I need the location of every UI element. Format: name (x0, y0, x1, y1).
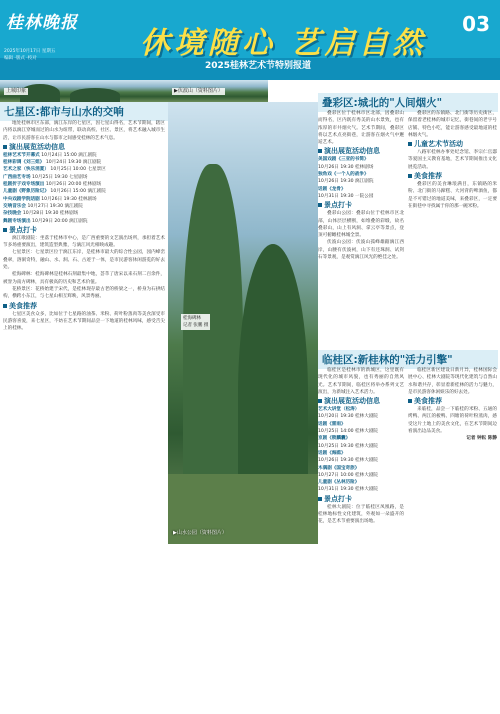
left-column (3, 120, 165, 710)
left-schedule-title: 演出展览活动信息 (3, 142, 165, 152)
list-item: 中央戏剧学院话剧 10月26日 19:30 桂林剧场 (3, 196, 97, 202)
right-bottom-food-text: 来临桂，品尝一下临桂的米粉、五通的烤鸭、两江的板鸭、四塘的荷叶粉蒸肉，感受这片土地上的美食文化，在艺术节期间边看演出边品美食。 (408, 407, 497, 435)
list-item-detail: 10月20日 19:30 桂林大剧院 (318, 414, 379, 420)
right-bottom-column (408, 367, 497, 710)
bottom-photo-caption: ▶山水公园（资料图片） (173, 530, 227, 536)
masthead-date: 2025年10月17日 星期五 (4, 49, 56, 54)
list-item-detail: 10月31日 19:30 桂林大剧院 (318, 487, 379, 493)
right-bottom-intro: 临桂区新区建设日新月异，桂林国际会展中心、桂林大剧院等现代化建筑与自然山水和谐共存，彰显着新桂林的活力与魅力，是市民游客休闲娱乐的好去处。 (408, 368, 497, 395)
list-item: 话剧《海鸥》 (318, 450, 346, 456)
right-top-sub1-text: 八路军桂林办事处纪念馆、李宗仁官邸等爱国主义教育基地，艺术节期间推出文化展览活动。 (408, 150, 497, 170)
left-scenic-title: 景点打卡 (3, 225, 165, 235)
list-item: 话剧《雷雨》 (318, 421, 346, 427)
page-subline: 2025桂林艺术节特别报道 (205, 61, 312, 71)
left-section-title: 七星区:都市与山水的交响 (0, 102, 168, 121)
left-food-text: 七星区美食众多，比如位于七星路的油茶、米粉、荷叶粉蒸肉等美食深受市民游客喜爱，来七星区，不妨在艺术节期间品尝一下地道的桂林风味，感受舌尖上的桂林。 (3, 311, 165, 332)
list-item-detail: 10月26日 19:30 桂林剧场 (318, 164, 374, 170)
byline: 记者 钟耘 陈静 (466, 436, 497, 442)
small-photo-caption-title: 桂海碑林 (183, 316, 201, 321)
list-item: 儿童剧《野象历险记》 10月26日 15:00 漓江剧院 (3, 189, 106, 195)
page-headline: 休境随心 艺启自然 (140, 26, 427, 61)
list-item-detail: 10月26日 19:30 漓江剧院 (318, 179, 374, 185)
left-scenic-3: 桂海碑林：桂海碑林是桂林石刻最集中地，荟萃了唐宋以来石刻二百余件，被誉为南方碑林，具有极高的历史和艺术价值。 (3, 272, 165, 285)
left-food-title: 美食推荐 (3, 301, 165, 311)
list-item: 桂剧折子戏专场演出 10月26日 20:00 桂林剧场 (3, 182, 102, 188)
left-scenic-4: 花桥景区：花桥始建于宋代，是桂林现存最古老的桥梁之一，桥身为石拱结构，横跨小东江，与七星山相互辉映，风景秀丽。 (3, 286, 165, 300)
center-bottom-scenic-1: 桂林大剧院：位于临桂区凤凰路，是桂林地标性文化建筑，外观如一朵盛开的花，是艺术节重要演出场地。 (318, 504, 404, 525)
center-top-scenic-title: 景点打卡 (318, 200, 404, 210)
list-item-detail: 10月31日 19:30 一院公园 (318, 193, 374, 199)
left-scenic-1: 漓江歌剧院：坐落于桂林市中心，是广西重要的文艺演出场所，承担着艺术节多场重要演出，建筑造型典雅，与漓江风光相映成趣。 (3, 235, 165, 249)
left-intro: 地处桂林市区东部，漓江东岸的七星区，因七星山得名，艺术节期间，辖区内将以漓江穿城而过的山水为纽带，联动高校、社区、景区，将艺术融入城市生活，让市民游客在山水与都市之间感受桂林的艺术气息。 (3, 121, 165, 141)
list-item: 儿童剧《丛林历险》 (318, 480, 360, 486)
center-bottom-schedule-title: 演出展览活动信息 (318, 396, 404, 406)
list-item: 京剧《锁麟囊》 (318, 436, 351, 442)
list-item: 独角戏《一个人的战争》 (318, 172, 369, 178)
list-item: 舞剧专场演出 10月29日 20:00 漓江剧院 (3, 218, 88, 224)
list-item-detail: 10月26日 19:30 桂林大剧院 (318, 458, 379, 464)
right-top-column (408, 110, 497, 345)
list-item: 交响音乐会 10月27日 19:30 漓江剧院 (3, 203, 83, 209)
right-top-intro: 叠彩区的东镇路、北门街等历史街区，保留着老桂林的城市记忆，街巷间的老字号店铺、特色小吃，能让游客感受最地道的桂林烟火气。 (408, 111, 497, 138)
list-item: 桂林艺术节开幕式 10月24日 15:00 漓江剧院 (3, 152, 97, 158)
small-photo-caption-credit: 记者 张鹏 摄 (183, 323, 209, 328)
center-top-scenic-1: 叠彩山公园：叠彩山位于桂林市区北部，山体层层横断，如堆叠的彩缎，故名叠彩山，山上有风洞、拿云亭等景点，登顶可俯瞰桂林城全景。 (318, 211, 404, 239)
right-top-food-title: 美食推荐 (408, 171, 497, 181)
list-item: 艺术大讲堂（松涛） (318, 407, 360, 413)
list-item: 杂技晚会 10月28日 19:30 桂林剧场 (3, 211, 79, 217)
center-top-photo-caption: ▶伏波山（资料图片） (174, 88, 223, 94)
center-bottom-intro: 临桂区是桂林市的新城区，这里既有现代化的城市风貌，也有秀丽的自然风光。艺术节期间，临桂区将举办系列文艺演出，为新城注入艺术活力。 (318, 368, 404, 395)
center-top-intro: 叠彩区位于桂林市区北部，因叠彩山而得名，区内既有秀美的山水景致，也有浓厚的市井烟火气。艺术节期间，叠彩区将以艺术点亮街巷，让游客在烟火气中邂逅艺术。 (318, 111, 404, 146)
newspaper-logo: 桂林晚报 (6, 13, 78, 33)
center-top-column (318, 110, 404, 345)
list-item-detail: 10月25日 19:30 桂林大剧院 (318, 443, 379, 449)
center-bottom-scenic-title: 景点打卡 (318, 494, 404, 504)
list-item: 话剧《龙骨》 (318, 186, 346, 192)
list-item-detail: 10月25日 14:00 桂林大剧院 (318, 429, 379, 435)
list-item-detail: 10月27日 10:00 桂林大剧院 (318, 472, 379, 478)
masthead-info (4, 48, 55, 62)
center-top-schedule-title: 演出展览活动信息 (318, 146, 404, 156)
left-scenic-2: 七星景区：七星景区位于漓江东岸，是桂林市最大的综合性公园，园内峰峦叠翠，溶洞奇特，融山、水、洞、石、古迹于一体，是市民游客休闲游览的好去处。 (3, 250, 165, 271)
list-item: 桂林彩调《刘三姐》 10月24日 19:30 漓江剧院 (3, 160, 102, 166)
center-top-section-title: 叠彩区:城北的"人间烟火" (318, 93, 498, 112)
right-top-sub1-title: 儿童艺术节活动 (408, 139, 497, 149)
right-bottom-food-title: 美食推荐 (408, 396, 497, 406)
list-item: 美国戏剧《三亚的书简》 (318, 157, 369, 163)
list-item: 木偶剧《国宝奇旅》 (318, 465, 360, 471)
center-bottom-section-title: 临桂区:新桂林的"活力引擎" (318, 350, 498, 369)
center-top-scenic-2: 伏波山公园：伏波山孤峰雄踞漓江西岸，山腰有伏波祠，山下有还珠洞、试剑石等景观，是观赏漓江风光的绝佳之处。 (318, 240, 404, 261)
list-item: 广西曲艺专场 10月25日 19:30 七星剧场 (3, 174, 88, 180)
list-item: 艺术之家（快乐消夏） 10月25日 10:00 七星景区 (3, 167, 106, 173)
center-bottom-column (318, 367, 404, 710)
left-schedule-list (3, 152, 165, 225)
masthead-editor: 编辑 ·版式 ·校对 (4, 56, 37, 61)
left-top-photo-caption: 上城印象 (6, 88, 27, 94)
right-top-food-text: 叠彩区的美食琳琅满目，东镇路的米粉、北门街的马蹄糕、大河背的啤酒鱼，都是不可错过的地道美味，来叠彩区，一定要在街巷中寻找属于你的那一碗米粉。 (408, 182, 497, 209)
page-number: 03 (462, 12, 490, 36)
small-photo-caption (181, 314, 210, 330)
